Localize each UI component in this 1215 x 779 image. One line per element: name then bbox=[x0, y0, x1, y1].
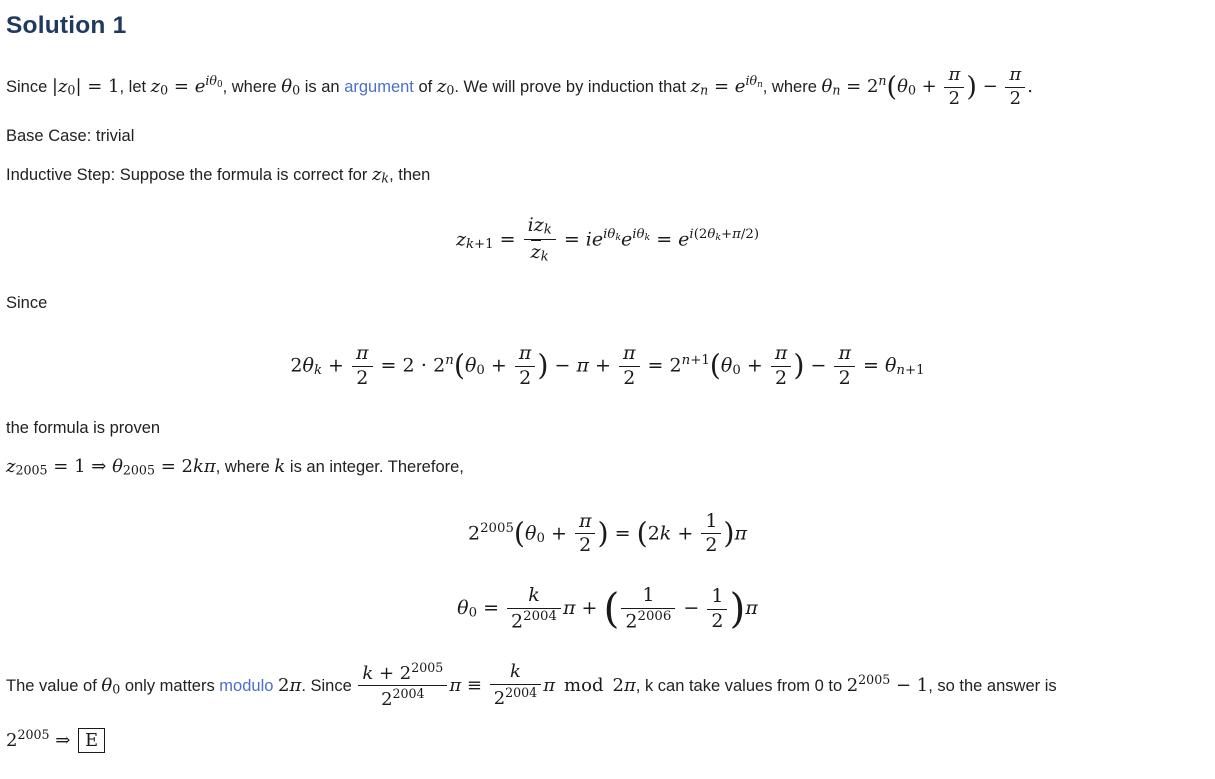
math-fraction bbox=[621, 584, 675, 634]
text-run: Inductive Step: Suppose the formula is correct for bbox=[6, 165, 372, 184]
display-equation-theta0-solution bbox=[6, 584, 1209, 634]
math-var: θ bbox=[707, 226, 716, 242]
math-text: 0 bbox=[536, 530, 545, 546]
math-var: π bbox=[543, 674, 556, 696]
math-var: θ bbox=[302, 354, 314, 377]
math-var: k bbox=[509, 661, 521, 683]
math-text: + bbox=[322, 354, 350, 377]
z2005-paragraph bbox=[6, 456, 1209, 480]
math-text: 0 bbox=[468, 605, 478, 621]
fraction-denominator bbox=[524, 239, 556, 266]
math-var: ie bbox=[585, 228, 604, 251]
math-text: 2006 bbox=[637, 608, 672, 624]
math-var: π bbox=[576, 354, 590, 377]
fraction-numerator bbox=[515, 342, 536, 366]
inline-math-theta0 bbox=[281, 76, 300, 97]
math-sub bbox=[292, 83, 300, 98]
math-text: mod 2 bbox=[555, 674, 624, 696]
math-var: θ bbox=[112, 455, 123, 477]
math-text: − bbox=[548, 354, 577, 377]
math-text: 2005 bbox=[858, 671, 891, 687]
math-var: k bbox=[543, 222, 552, 238]
solution-heading: Solution 1 bbox=[6, 12, 127, 39]
math-text: 2 bbox=[623, 367, 636, 390]
math-text: 2 bbox=[290, 354, 303, 377]
math-text: − 1 bbox=[890, 674, 929, 696]
text-run: , so the answer is bbox=[928, 676, 1057, 695]
math-text: 2 bbox=[705, 534, 718, 557]
math-var: e bbox=[194, 76, 206, 97]
math-fraction bbox=[490, 661, 542, 710]
math-sub bbox=[112, 681, 120, 696]
math-text: 2005 bbox=[15, 462, 48, 478]
math-text: 2 bbox=[1009, 87, 1022, 109]
inline-math-z2005 bbox=[6, 456, 216, 477]
math-delimiter: ( bbox=[636, 516, 648, 550]
math-sub bbox=[544, 223, 552, 238]
math-var: e bbox=[621, 228, 633, 251]
math-var: z bbox=[690, 76, 701, 97]
math-bar bbox=[531, 240, 541, 263]
text-run: , where bbox=[222, 78, 282, 96]
math-var: iθ bbox=[603, 226, 616, 242]
math-fraction bbox=[701, 510, 721, 559]
math-text: 2 bbox=[511, 610, 524, 633]
math-fraction bbox=[515, 342, 536, 391]
math-text: 2 bbox=[838, 367, 851, 390]
math-text: + bbox=[484, 354, 513, 377]
math-var: π bbox=[734, 521, 748, 544]
text-run: is an bbox=[300, 78, 345, 96]
math-sup bbox=[878, 73, 886, 88]
math-delimiter: ( bbox=[603, 584, 620, 633]
math-var: k bbox=[313, 363, 322, 379]
math-var: n bbox=[832, 82, 841, 98]
math-sub bbox=[732, 363, 740, 378]
math-text: +1 bbox=[474, 236, 494, 252]
math-text: 2 bbox=[647, 521, 660, 544]
math-text: = 2 ⋅ 2 bbox=[374, 354, 446, 377]
text-run: . Since bbox=[301, 676, 357, 695]
math-text: (2 bbox=[693, 226, 708, 242]
math-var: kπ bbox=[192, 455, 216, 477]
math-text: − bbox=[976, 76, 1004, 97]
fraction-denominator bbox=[575, 533, 596, 558]
fraction-denominator bbox=[621, 608, 675, 634]
math-fraction bbox=[352, 342, 373, 391]
math-var: z bbox=[6, 455, 16, 477]
math-sup bbox=[205, 73, 222, 88]
inline-math-zn-exp bbox=[690, 73, 763, 98]
math-fraction bbox=[707, 585, 727, 634]
math-var: n bbox=[878, 73, 887, 89]
display-equation-2k-half-pi bbox=[6, 510, 1209, 559]
math-text: = 1 ⇒ bbox=[47, 455, 113, 477]
math-var: θ bbox=[884, 354, 897, 377]
text-run: of bbox=[413, 78, 437, 96]
math-text: 2 bbox=[711, 609, 724, 632]
math-text: + bbox=[544, 521, 573, 544]
math-var: k bbox=[362, 662, 374, 684]
math-text: 2004 bbox=[505, 684, 538, 700]
math-text: 2005 bbox=[17, 726, 50, 742]
math-box bbox=[78, 728, 105, 754]
math-var: k bbox=[381, 170, 390, 186]
fraction-denominator bbox=[619, 366, 640, 391]
math-var: z bbox=[57, 76, 68, 97]
math-var: π bbox=[623, 342, 636, 365]
fraction-denominator bbox=[707, 609, 727, 634]
text-run: the formula is proven bbox=[6, 418, 161, 437]
math-delimiter: ) bbox=[729, 584, 746, 633]
math-fraction bbox=[358, 660, 447, 712]
math-var: π bbox=[948, 64, 961, 85]
math-text: + 2 bbox=[373, 662, 412, 684]
math-var: z bbox=[150, 76, 161, 97]
fraction-numerator bbox=[834, 342, 855, 366]
math-sup bbox=[682, 353, 710, 368]
since-text bbox=[6, 292, 1209, 316]
text-run: , then bbox=[389, 165, 431, 184]
conclusion-paragraph bbox=[6, 660, 1209, 712]
math-text: 1 bbox=[705, 509, 718, 532]
formula-proven-text bbox=[6, 417, 1209, 441]
math-text: 2 bbox=[625, 610, 638, 633]
math-text: 2 bbox=[6, 729, 18, 751]
math-fraction bbox=[575, 510, 596, 559]
fraction-numerator bbox=[701, 510, 721, 534]
intro-paragraph bbox=[6, 64, 1209, 110]
display-equation-zk1 bbox=[6, 214, 1209, 267]
math-var: θ bbox=[525, 521, 537, 544]
math-delimiter: ( bbox=[709, 349, 721, 383]
math-sub bbox=[15, 462, 47, 477]
math-sup bbox=[689, 227, 759, 242]
text-run: , let bbox=[119, 78, 151, 96]
math-var: z bbox=[530, 241, 541, 264]
math-text: 0 bbox=[476, 363, 485, 379]
fraction-denominator bbox=[507, 608, 561, 634]
fraction-numerator bbox=[707, 585, 727, 609]
math-sub bbox=[123, 462, 155, 477]
math-text: + bbox=[589, 354, 618, 377]
math-var: iz bbox=[527, 213, 544, 236]
math-sub bbox=[469, 606, 477, 621]
math-var: n bbox=[757, 79, 763, 90]
inline-math-z0 bbox=[437, 76, 455, 97]
math-sup bbox=[603, 227, 621, 242]
inline-math-theta0 bbox=[101, 675, 120, 696]
math-text: + bbox=[671, 521, 700, 544]
math-var: θ bbox=[720, 354, 733, 377]
math-text: + bbox=[915, 76, 943, 97]
math-text: 2 bbox=[846, 674, 859, 696]
fraction-denominator bbox=[944, 87, 964, 111]
math-text: 2 bbox=[775, 367, 788, 390]
math-sup bbox=[858, 672, 890, 687]
fraction-numerator bbox=[507, 584, 561, 608]
math-var: n bbox=[700, 82, 709, 98]
fraction-denominator bbox=[352, 366, 373, 391]
fraction-denominator bbox=[701, 533, 721, 558]
math-text: 2 bbox=[493, 687, 506, 709]
text-run: Base Case: trivial bbox=[6, 127, 135, 145]
math-text: | bbox=[51, 76, 58, 97]
math-var: π bbox=[732, 226, 741, 242]
math-sup bbox=[505, 685, 537, 700]
inline-math-z0-exp bbox=[150, 73, 223, 98]
math-var: e bbox=[734, 76, 746, 97]
math-text: 1 bbox=[711, 584, 724, 607]
math-var: θ bbox=[897, 76, 908, 97]
math-text: = 2 bbox=[840, 76, 879, 97]
math-var: π bbox=[289, 674, 302, 696]
math-fraction bbox=[834, 342, 855, 391]
text-run: The value of bbox=[6, 676, 102, 695]
math-var: k bbox=[528, 584, 540, 607]
fraction-denominator bbox=[834, 366, 855, 391]
math-text: +1 bbox=[690, 353, 710, 369]
math-delimiter: ( bbox=[453, 349, 465, 383]
math-var: π bbox=[449, 674, 462, 696]
math-text: 1 bbox=[642, 584, 655, 607]
math-text: 2004 bbox=[523, 608, 557, 624]
math-text: = bbox=[608, 521, 637, 544]
math-var: iθ bbox=[205, 73, 217, 89]
math-text: = bbox=[856, 354, 885, 377]
math-text: = 2 bbox=[154, 455, 193, 477]
math-fraction bbox=[619, 342, 640, 391]
math-text: − bbox=[677, 597, 706, 620]
math-text: 0 bbox=[907, 82, 916, 98]
math-text: ⇒ bbox=[49, 729, 77, 751]
math-fraction bbox=[1005, 64, 1025, 110]
math-var: π bbox=[1009, 64, 1022, 85]
math-var: k bbox=[465, 236, 475, 252]
math-sub bbox=[314, 363, 322, 378]
math-var: n bbox=[445, 353, 454, 369]
modulo-link[interactable]: modulo bbox=[219, 676, 274, 695]
math-text: = bbox=[650, 228, 679, 251]
math-sub bbox=[160, 83, 168, 98]
math-text: − bbox=[804, 354, 833, 377]
inline-math-zk bbox=[372, 164, 389, 185]
math-var: k bbox=[615, 231, 622, 243]
math-var: i bbox=[689, 226, 694, 242]
math-text: = bbox=[493, 228, 522, 251]
math-var: π bbox=[623, 674, 636, 696]
math-text: 2 bbox=[948, 87, 961, 109]
math-text: + bbox=[575, 597, 604, 620]
math-sup bbox=[638, 609, 672, 624]
math-text: 0 bbox=[67, 82, 76, 98]
fraction-denominator bbox=[515, 366, 536, 391]
math-var: e bbox=[678, 228, 690, 251]
math-var: π bbox=[838, 342, 851, 365]
inline-math-2pi bbox=[278, 675, 301, 696]
math-var: π bbox=[562, 597, 576, 620]
math-var: π bbox=[356, 342, 369, 365]
inline-math-k bbox=[274, 456, 285, 477]
math-text: 2 bbox=[381, 689, 393, 711]
argument-link[interactable]: argument bbox=[344, 78, 414, 96]
fraction-denominator bbox=[358, 685, 447, 711]
math-fraction bbox=[771, 342, 792, 391]
fraction-numerator bbox=[575, 510, 596, 534]
fraction-numerator bbox=[352, 342, 373, 366]
math-text: 2 bbox=[356, 367, 369, 390]
math-text: +1 bbox=[905, 363, 925, 379]
math-fraction bbox=[507, 584, 561, 634]
math-var: θ bbox=[464, 354, 477, 377]
math-text: 0 bbox=[446, 82, 455, 98]
math-delimiter: ) bbox=[966, 71, 977, 103]
math-text: + bbox=[740, 354, 769, 377]
math-var: k bbox=[274, 455, 286, 477]
math-sub bbox=[896, 363, 924, 378]
math-text: = bbox=[477, 597, 506, 620]
text-run: only matters bbox=[120, 676, 220, 695]
math-sup bbox=[480, 521, 514, 536]
math-var: θ bbox=[101, 674, 113, 696]
math-delimiter: ) bbox=[597, 516, 609, 550]
math-sub bbox=[908, 83, 916, 98]
math-text: . bbox=[1027, 76, 1033, 97]
math-sup bbox=[17, 727, 49, 742]
text-run: . We will prove by induction that bbox=[454, 78, 691, 96]
math-delimiter: ( bbox=[513, 516, 526, 550]
math-text: E bbox=[85, 729, 99, 751]
fraction-numerator bbox=[358, 660, 447, 685]
math-text: | = 1 bbox=[75, 76, 120, 97]
math-var: π bbox=[745, 597, 758, 620]
math-var: k bbox=[715, 231, 721, 243]
fraction-numerator bbox=[524, 214, 556, 239]
math-var: θ bbox=[821, 76, 833, 97]
math-text: ≡ bbox=[461, 674, 488, 696]
fraction-denominator bbox=[771, 366, 792, 391]
inline-math-abs-z0 bbox=[52, 76, 120, 97]
math-text: 2004 bbox=[392, 686, 425, 702]
math-text: 0 bbox=[292, 82, 301, 98]
math-var: k bbox=[540, 249, 549, 265]
math-var: iθ bbox=[745, 73, 758, 89]
math-text: 2005 bbox=[480, 520, 514, 536]
math-var: z bbox=[455, 228, 466, 251]
fraction-denominator bbox=[490, 684, 542, 710]
math-var: π bbox=[518, 342, 532, 365]
math-fraction bbox=[524, 214, 556, 267]
math-sup bbox=[445, 353, 454, 368]
fraction-numerator bbox=[944, 64, 964, 87]
math-sub bbox=[476, 363, 484, 378]
math-text: 2005 bbox=[411, 659, 444, 675]
text-run: Since bbox=[6, 78, 52, 96]
math-text: 0 bbox=[160, 82, 169, 98]
math-text: 2 bbox=[467, 521, 481, 544]
math-text: 0 bbox=[112, 681, 121, 697]
math-text: 0 bbox=[216, 79, 223, 90]
math-var: θ bbox=[281, 76, 293, 97]
text-run: , k can take values from 0 to bbox=[635, 676, 847, 695]
answer-line bbox=[6, 727, 1209, 754]
math-var: k bbox=[644, 231, 651, 243]
display-equation-theta-induction bbox=[6, 342, 1209, 391]
inline-math-final-answer bbox=[6, 726, 105, 751]
fraction-denominator bbox=[1005, 87, 1025, 111]
math-sup bbox=[411, 660, 443, 675]
math-text: = bbox=[557, 228, 586, 251]
fraction-numerator bbox=[619, 342, 640, 366]
math-text: 2005 bbox=[122, 462, 155, 478]
math-text: + bbox=[721, 226, 733, 242]
math-var: n bbox=[681, 353, 691, 369]
inductive-step-text bbox=[6, 164, 1209, 188]
math-sub bbox=[541, 250, 549, 265]
math-var: π bbox=[774, 342, 788, 365]
text-run: Since bbox=[6, 294, 48, 313]
math-fraction bbox=[944, 64, 964, 110]
math-delimiter: ) bbox=[537, 349, 549, 383]
inline-math-2pow2005-minus1 bbox=[846, 671, 929, 696]
math-var: z bbox=[371, 163, 382, 185]
math-delimiter: ( bbox=[886, 71, 898, 103]
base-case-text bbox=[6, 125, 1209, 149]
math-text: 2 bbox=[579, 534, 592, 557]
inline-math-theta-n-formula bbox=[821, 64, 1033, 109]
fraction-numerator bbox=[771, 342, 792, 366]
math-text: /2) bbox=[740, 226, 760, 242]
math-var: n bbox=[896, 363, 905, 379]
math-delimiter: ) bbox=[723, 516, 735, 550]
math-delimiter: ) bbox=[793, 349, 805, 383]
inline-math-mod-equivalence bbox=[356, 659, 636, 711]
math-sup bbox=[393, 686, 425, 701]
math-var: θ bbox=[457, 597, 469, 620]
math-text: 0 bbox=[732, 363, 741, 379]
math-text: = 2 bbox=[641, 354, 682, 377]
math-sup bbox=[523, 609, 557, 624]
math-text: = bbox=[708, 76, 735, 97]
math-var: π bbox=[578, 509, 592, 532]
fraction-numerator bbox=[621, 584, 675, 608]
math-sub bbox=[466, 237, 494, 252]
fraction-numerator bbox=[490, 661, 542, 684]
text-run: , where bbox=[762, 78, 822, 96]
math-var: k bbox=[659, 521, 672, 544]
math-text: 2 bbox=[278, 674, 290, 696]
text-run: , where bbox=[215, 457, 275, 476]
math-var: iθ bbox=[632, 226, 645, 242]
math-sup bbox=[745, 73, 762, 88]
math-text: = bbox=[168, 76, 195, 97]
math-var: z bbox=[436, 76, 447, 97]
math-sub bbox=[536, 531, 544, 546]
math-sub bbox=[381, 170, 389, 185]
text-run: is an integer. Therefore, bbox=[285, 457, 464, 476]
math-sup bbox=[632, 227, 650, 242]
fraction-numerator bbox=[1005, 64, 1025, 87]
math-text: 2 bbox=[519, 367, 532, 390]
